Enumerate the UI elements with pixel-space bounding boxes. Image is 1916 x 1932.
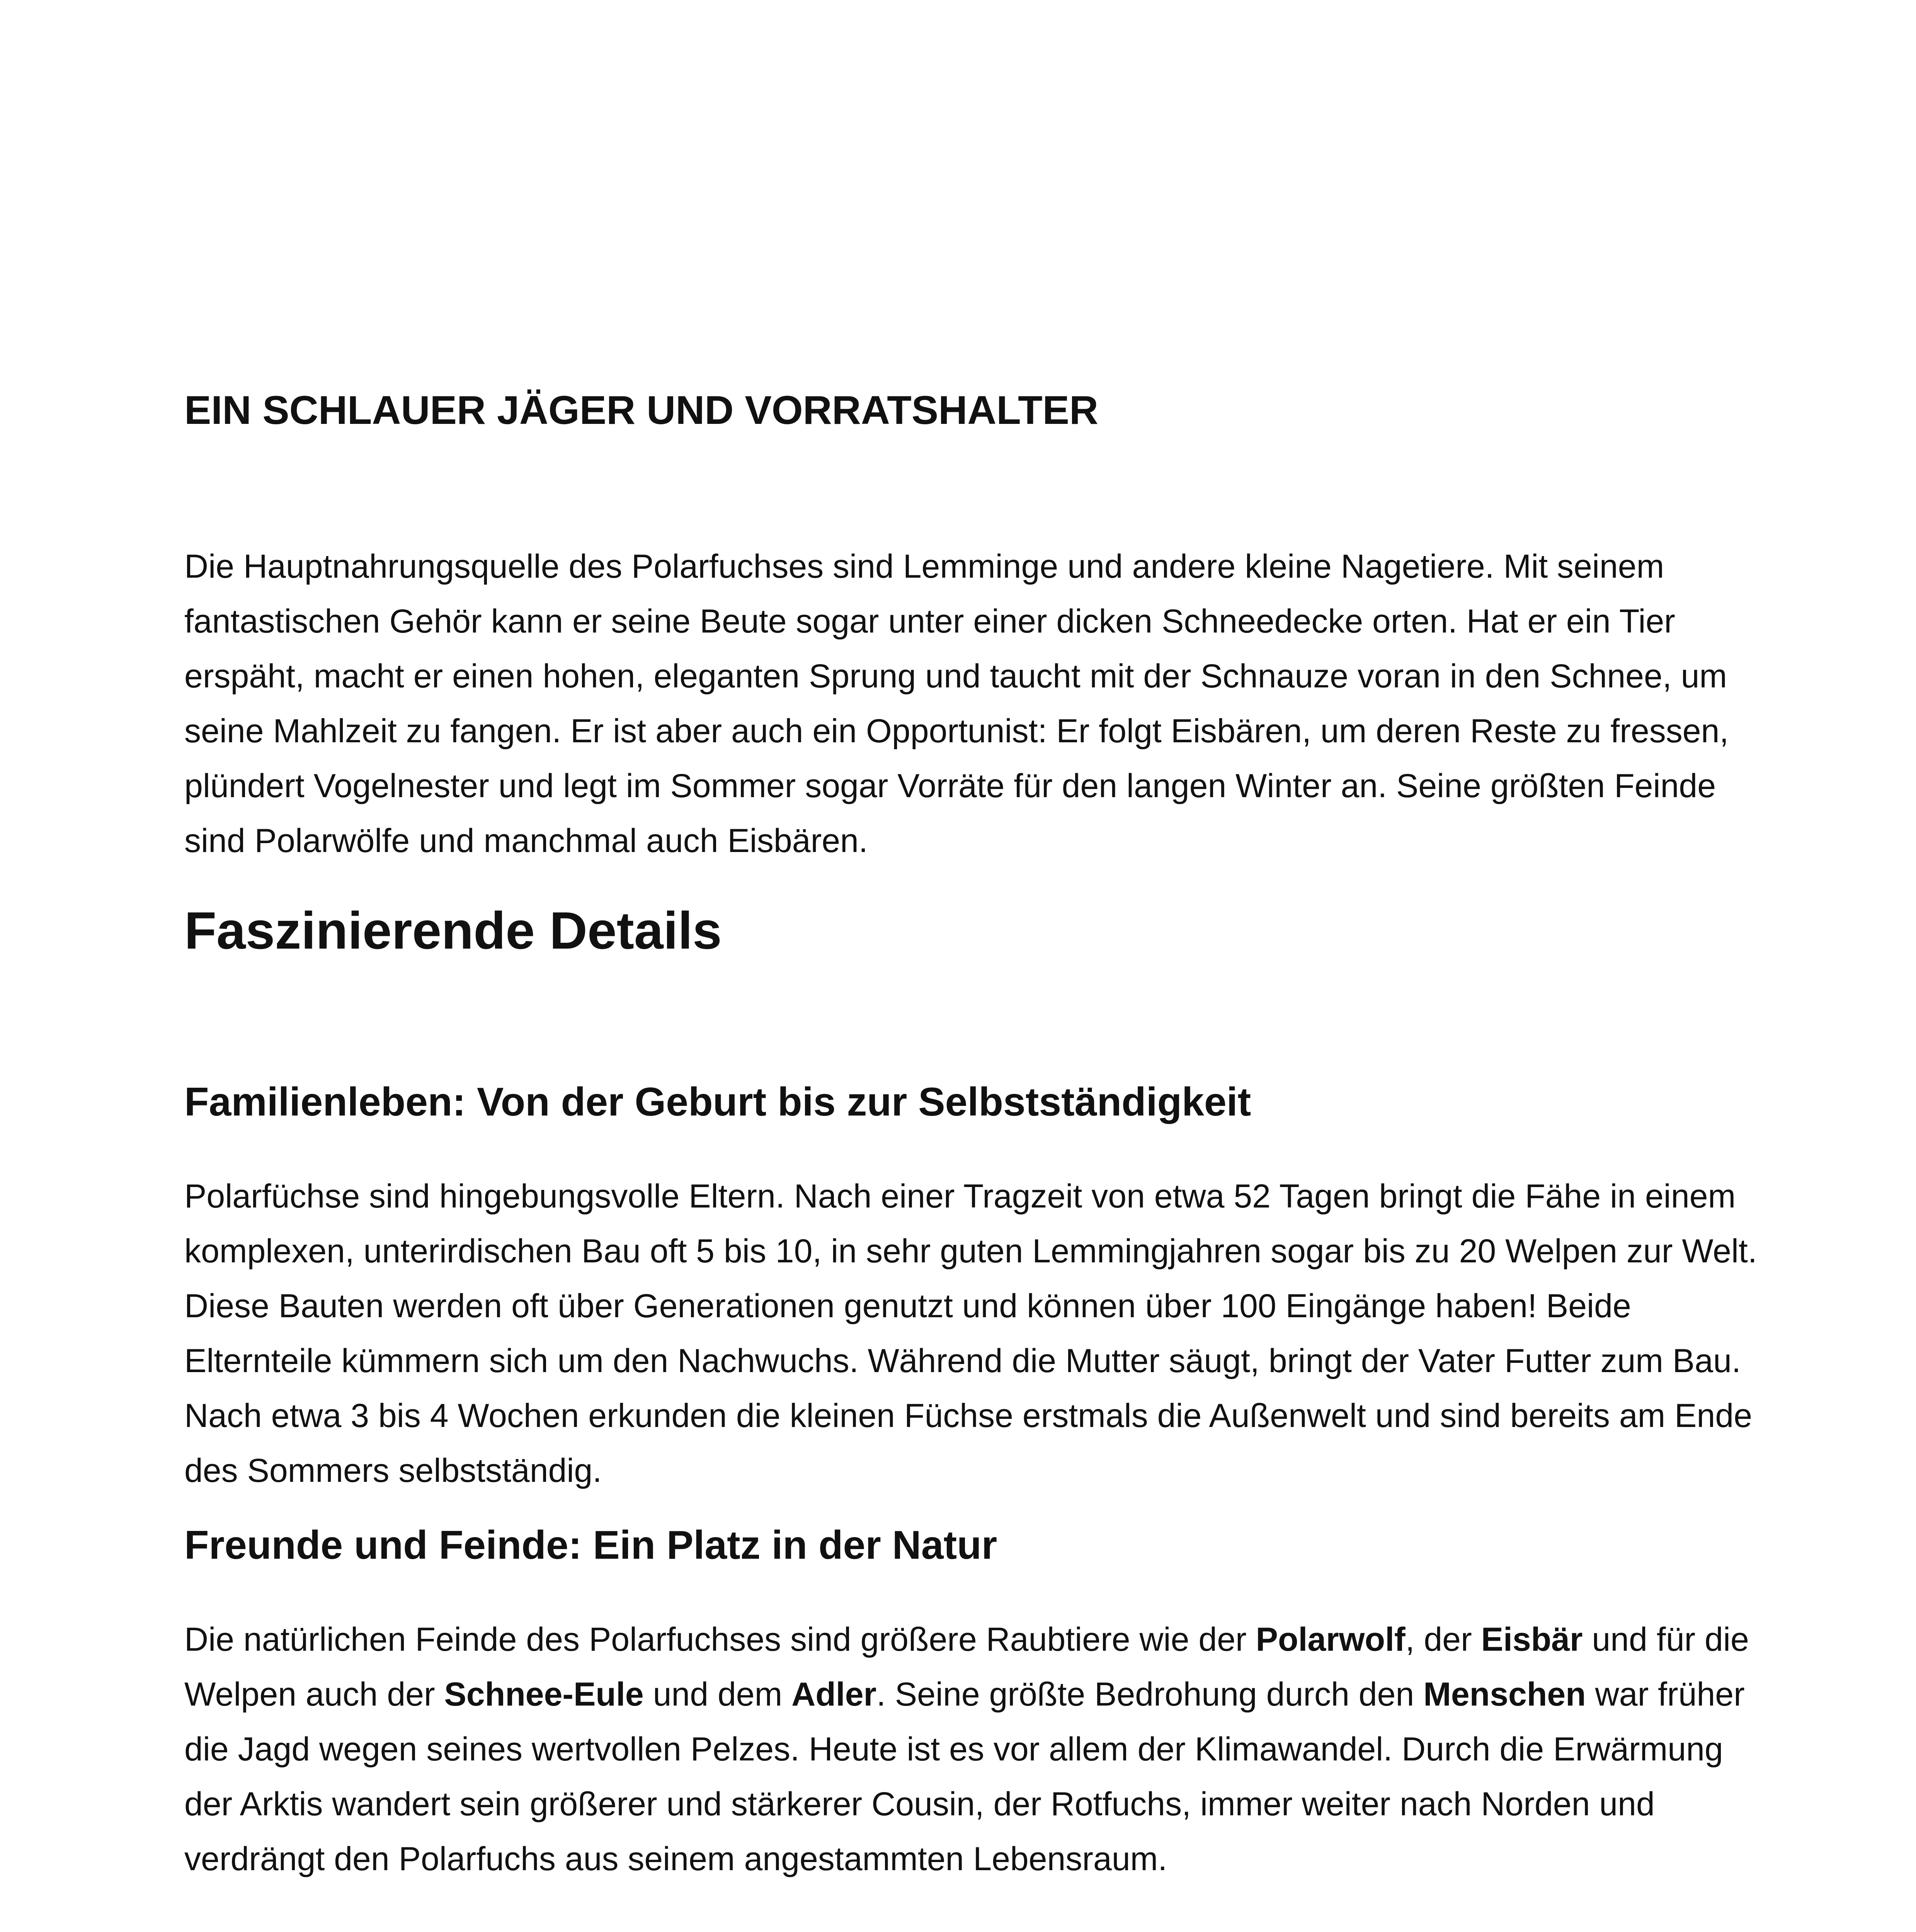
heading-family-life: Familienleben: Von der Geburt bis zur Selbstständigkeit bbox=[184, 1079, 1251, 1124]
spacer bbox=[184, 1910, 1761, 1932]
text-run: und für die Welpen auch der bbox=[184, 1621, 1749, 1713]
bold-menschen: Menschen bbox=[1423, 1675, 1586, 1713]
text-run: und dem bbox=[643, 1675, 792, 1713]
section-heading-hunter: EIN SCHLAUER JÄGER UND VORRATSHALTER bbox=[184, 388, 1099, 433]
text-run: , der bbox=[1405, 1621, 1481, 1658]
text-run: . Seine größte Bedrohung durch den bbox=[876, 1675, 1424, 1713]
paragraph-hunter: Die Hauptnahrungsquelle des Polarfuchses sind Lemminge und andere kleine Nagetiere. Mit seinem fantastischen Gehör kann er seine Beute sogar unter einer dicken Schneedecke orten. Hat er ein Tier erspäht, macht er einen hohen, eleganten Sprung und taucht mit der Schnauze voran in den Schnee, um seine Mahlzeit zu fangen. Er ist aber auch ein Opportunist: Er folgt Eisbären, um deren Reste zu fressen, plündert Vogelnester und legt im Sommer sogar Vorräte für den langen Winter an. Seine größten Feinde sind Polarwölfe und manchmal auch Eisbären. bbox=[184, 548, 1729, 859]
document-page bbox=[184, 386, 1761, 1932]
bold-eisbaer: Eisbär bbox=[1481, 1621, 1583, 1658]
text-run: war früher die Jagd wegen seines wertvollen Pelzes. Heute ist es vor allem der Klimawandel. Durch die Erwärmung der Arktis wandert sein größerer und stärkerer Cousin, der Rotfuchs, immer weiter nach Norden und verdrängt den Polarfuchs aus seinem angestammten Lebensraum. bbox=[184, 1675, 1745, 1878]
paragraph-family-life: Polarfüchse sind hingebungsvolle Eltern. Nach einer Tragzeit von etwa 52 Tagen bringt die Fähe in einem komplexen, unterirdischen Bau oft 5 bis 10, in sehr guten Lemmingjahren sogar bis zu 20 Welpen zur Welt. Diese Bauten werden oft über Generationen genutzt und können über 100 Eingänge haben! Beide Elternteile kümmern sich um den Nachwuchs. Während die Mutter säugt, bringt der Vater Futter zum Bau. Nach etwa 3 bis 4 Wochen erkunden die kleinen Füchse erstmals die Außenwelt und sind bereits am Ende des Sommers selbstständig. bbox=[184, 1177, 1757, 1489]
paragraph-friends-enemies bbox=[184, 1612, 1761, 1886]
bold-schnee-eule: Schnee-Eule bbox=[444, 1675, 644, 1713]
heading-fascinating-details: Faszinierende Details bbox=[184, 901, 722, 960]
bold-adler: Adler bbox=[791, 1675, 876, 1713]
heading-friends-enemies: Freunde und Feinde: Ein Platz in der Natur bbox=[184, 1522, 997, 1568]
bold-polarwolf: Polarwolf bbox=[1256, 1621, 1406, 1658]
text-run: Die natürlichen Feinde des Polarfuchses sind größere Raubtiere wie der bbox=[184, 1621, 1256, 1658]
